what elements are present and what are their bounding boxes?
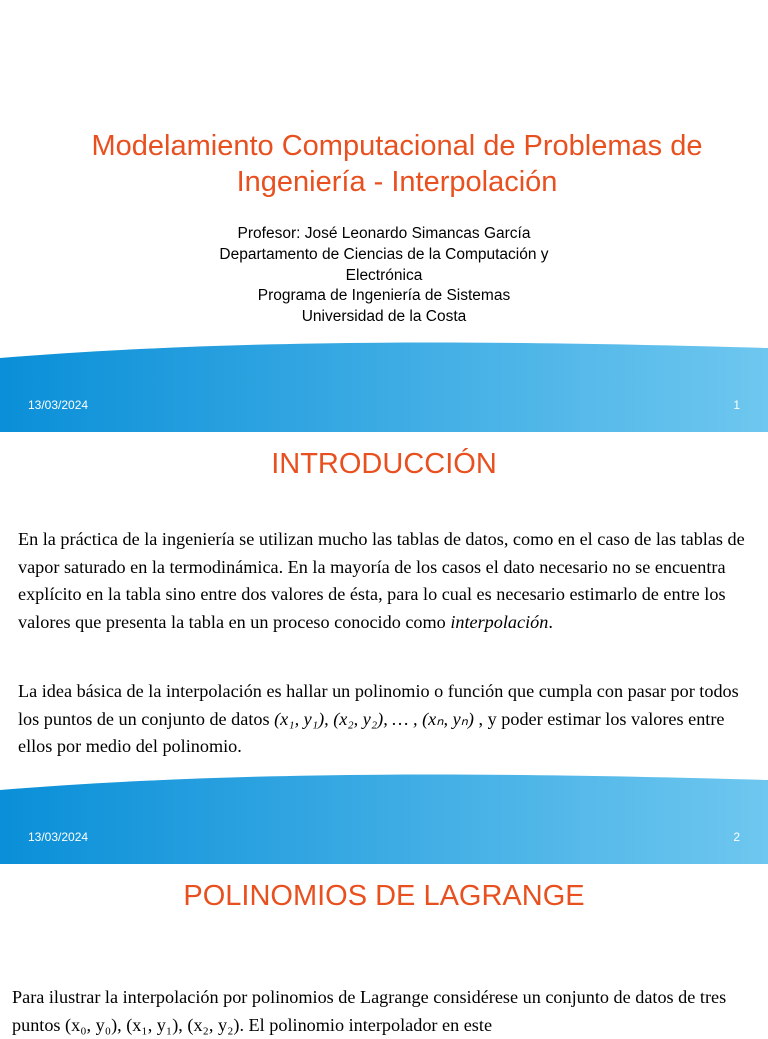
slide-2 [0,432,768,864]
paragraph-text: . [548,611,553,632]
slide-title: Modelamiento Computacional de Problemas de Ingeniería - Interpolación [91,130,703,198]
lagrange-paragraph: Para ilustrar la interpolación por polinomios de Lagrange considérese un conjunto de datos de tres puntos (x₀, y₀), (x₁, y₁), (x₂, y₂). El polinomio interpolador en este [12,987,727,1035]
slide-heading: INTRODUCCIÓN [271,448,497,480]
slide-number: 1 [733,398,740,412]
slide-heading: POLINOMIOS DE LAGRANGE [183,880,585,912]
footer-date: 13/03/2024 [28,398,89,412]
math-points: (x₁, y₁), (x₂, y₂), … , (xₙ, yₙ) [274,708,474,729]
author-block [180,224,588,328]
slide-3 [0,864,768,1035]
paragraph-text: La idea básica de la interpolación es hallar un polinomio o función que cumpla con pasar por todos los puntos de un conjunto de datos [18,681,739,729]
footer-band [0,342,768,432]
author-line: Programa de Ingeniería de Sistemas [257,287,511,305]
idea-paragraph [18,678,758,761]
paragraph-text: , y poder estimar los valores entre ellos por medio del polinomio. [18,708,725,757]
author-line: Universidad de la Costa [301,308,467,326]
slide-1 [0,0,768,432]
footer-wave [0,774,768,864]
emphasis-term: interpolación [450,611,549,632]
slide-number: 2 [733,830,740,844]
footer-date: 13/03/2024 [28,830,89,844]
footer-band [0,774,768,864]
author-line: Profesor: José Leonardo Simancas García [237,225,531,242]
paragraph-text: En la práctica de la ingeniería se utilizan mucho las tablas de datos, como en el caso de las tablas de vapor saturado en la termodinámica. En la mayoría de los casos el dato necesario no se encuentra explícito en la tabla sino entre dos valores de ésta, para lo cual es necesario estimarlo de entre los valores que presenta la tabla en un proceso conocido como [18,529,745,632]
footer-wave [0,342,768,432]
author-line: Departamento de Ciencias de la Computación y Electrónica [219,245,549,284]
intro-paragraph [18,526,758,636]
